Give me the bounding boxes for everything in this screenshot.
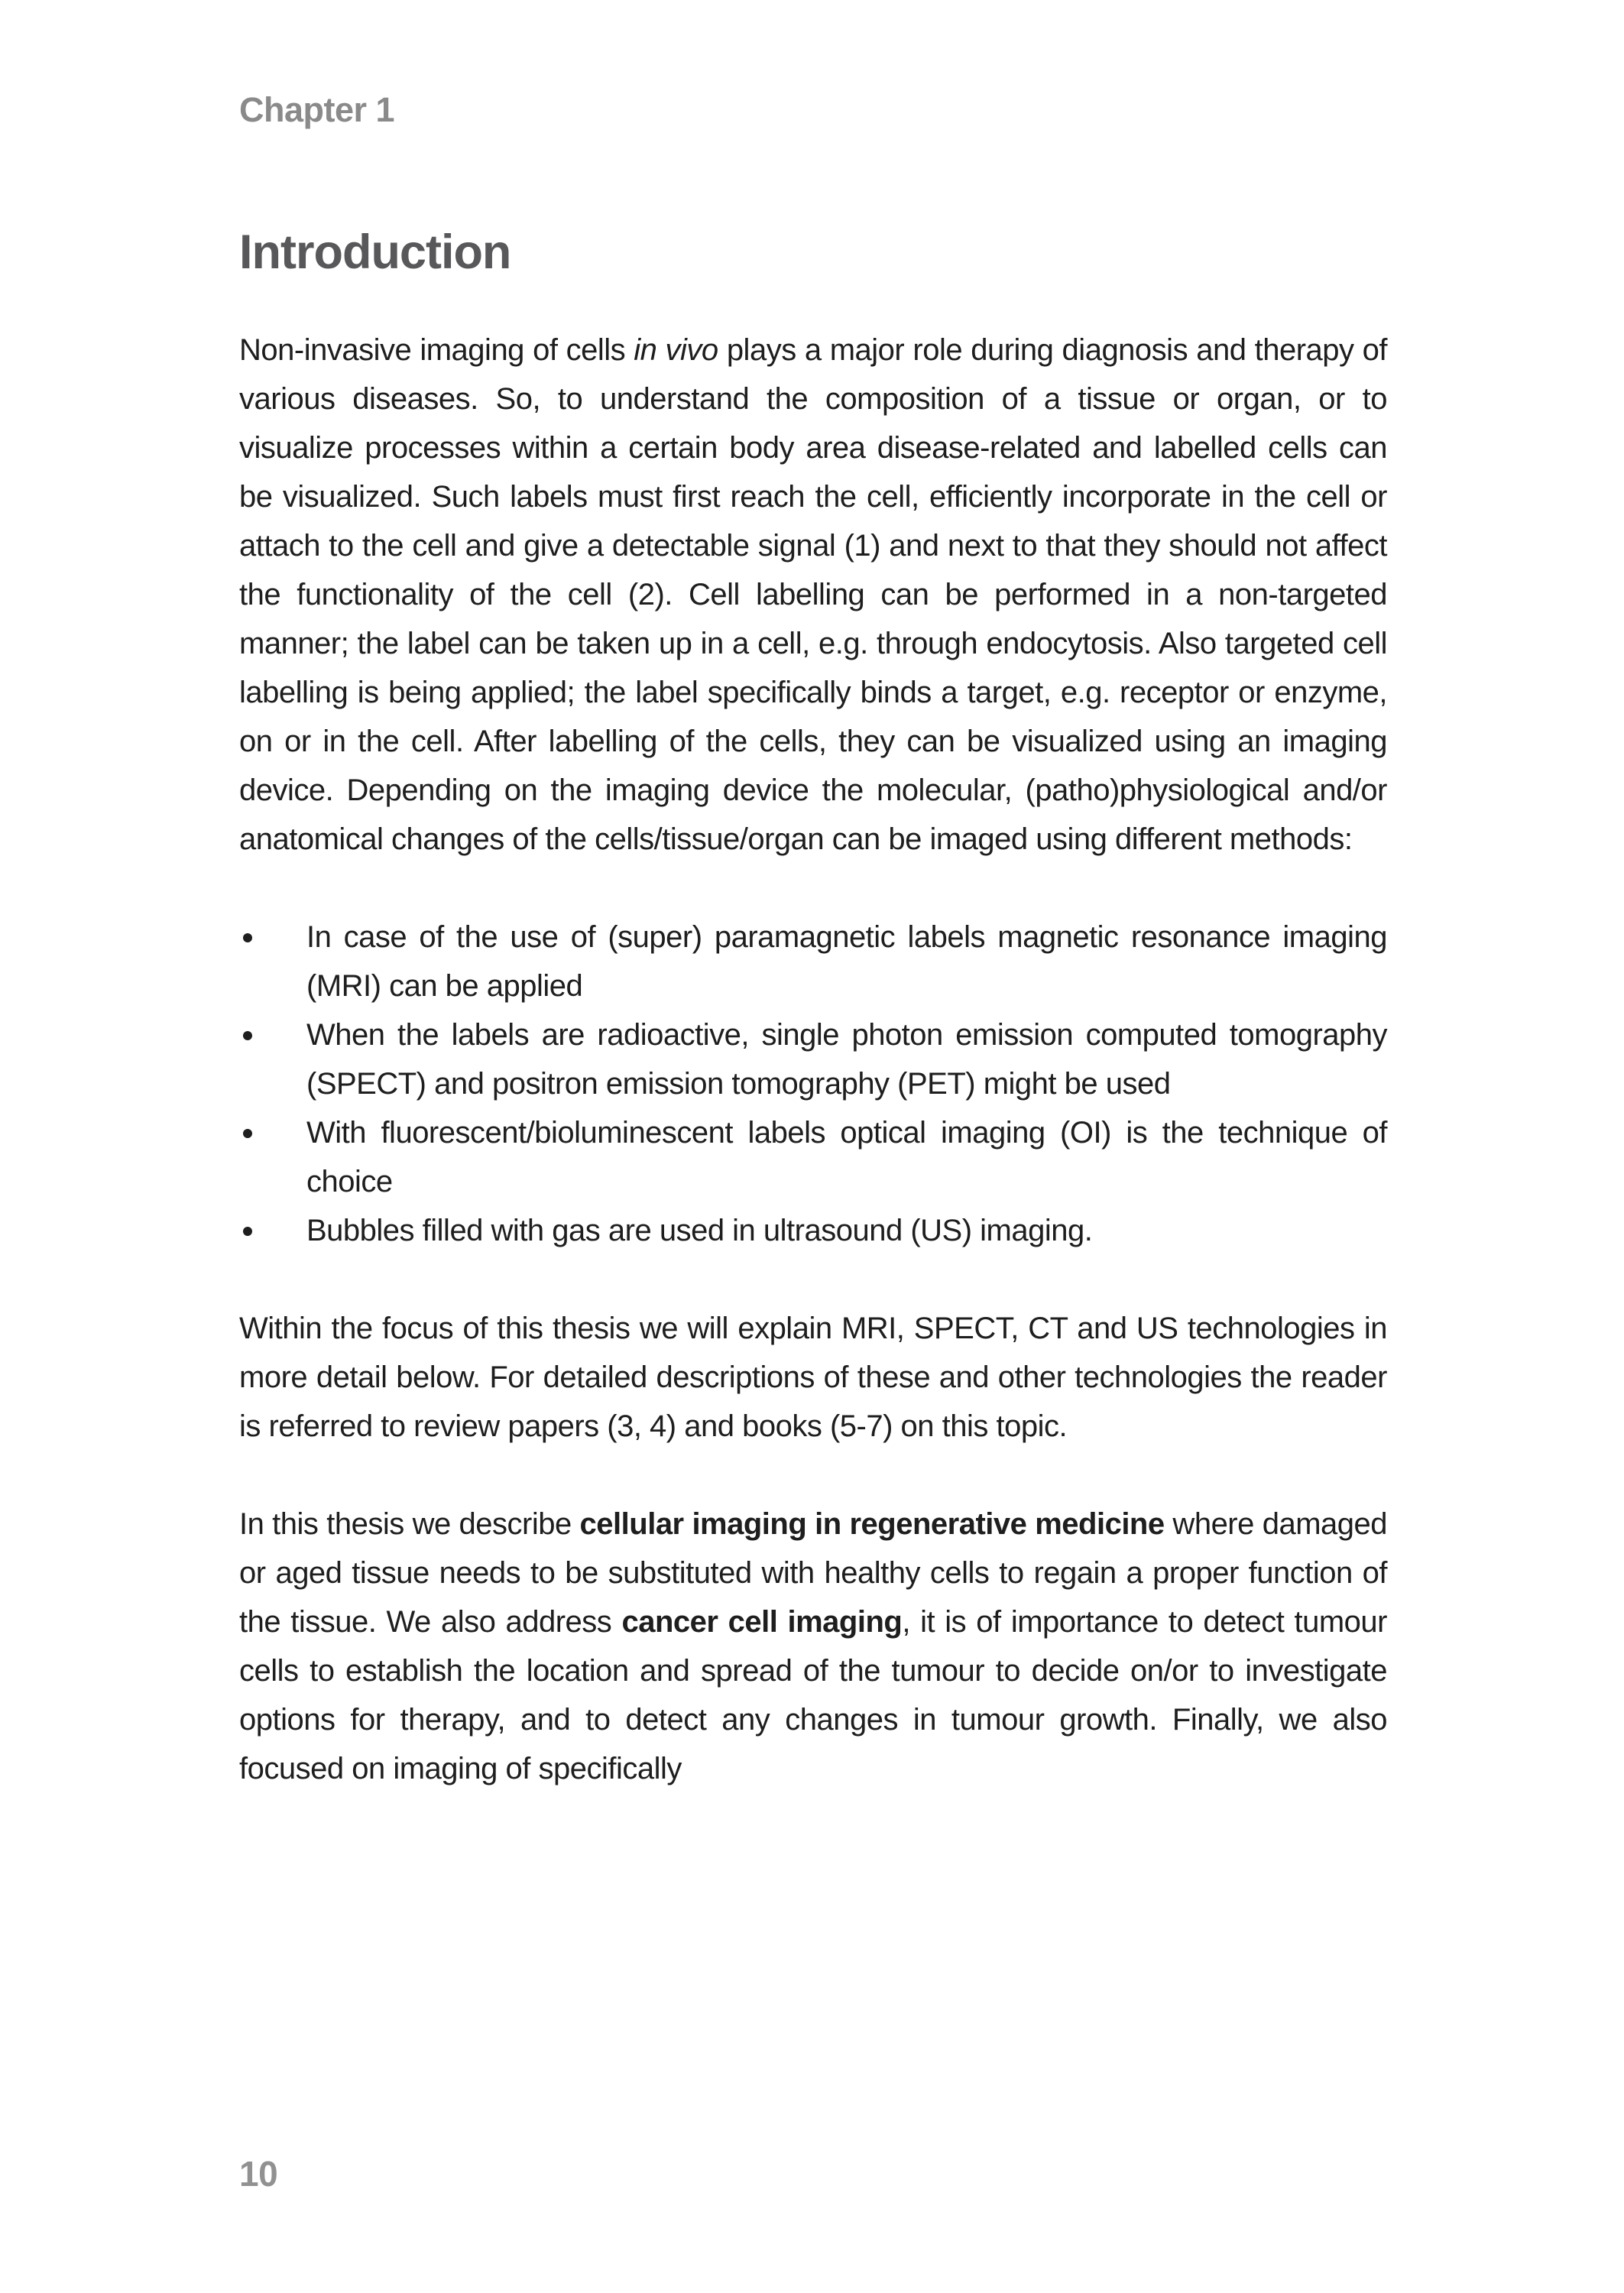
chapter-label: Chapter 1 xyxy=(239,90,395,129)
text-run-italic: in vivo xyxy=(634,333,718,367)
text-run: Non-invasive imaging of cells xyxy=(239,333,634,367)
list-item xyxy=(239,1108,1387,1206)
list-item-text: When the labels are radioactive, single photon emission computed tomography (SPECT) and positron emission tomography (PET) might be used xyxy=(306,1018,1387,1101)
page-title: Introduction xyxy=(239,225,511,279)
text-run: In this thesis we describe xyxy=(239,1507,580,1541)
list-item xyxy=(239,913,1387,1010)
bullet-icon xyxy=(243,1129,252,1138)
imaging-methods-list xyxy=(239,913,1387,1255)
list-item xyxy=(239,1206,1387,1255)
list-item xyxy=(239,1010,1387,1108)
text-run: where damaged or aged tissue needs to be substituted with healthy cells to regain a proper function of the tissue. We also address xyxy=(239,1507,1387,1639)
list-item-text: In case of the use of (super) paramagnetic labels magnetic resonance imaging (MRI) can be applied xyxy=(306,920,1387,1003)
text-run-bold: cellular imaging in regenerative medicine xyxy=(579,1507,1165,1541)
text-run: plays a major role during diagnosis and therapy of various diseases. So, to understand the composition of a tissue or organ, or to visualize processes within a certain body area disease-related and labelled cells can be visualized. Such labels must first reach the cell, efficiently incorporate in the cell or attach to the cell and give a detectable signal (1) and next to that they should not affect the functionality of the cell (2). Cell labelling can be performed in a non-targeted manner; the label can be taken up in a cell, e.g. through endocytosis. Also targeted cell labelling is being applied; the label specifically binds a target, e.g. receptor or enzyme, on or in the cell. After labelling of the cells, they can be visualized using an imaging device. Depending on the imaging device the molecular, (patho)physiological and/or anatomical changes of the cells/tissue/organ can be imaged using different methods: xyxy=(239,333,1388,856)
paragraph-intro xyxy=(239,326,1387,864)
bullet-icon xyxy=(243,933,252,942)
bullet-icon xyxy=(243,1031,252,1040)
list-item-text: Bubbles filled with gas are used in ultrasound (US) imaging. xyxy=(306,1214,1093,1247)
text-run: , it is of importance to detect tumour cells to establish the location and spread of the tumour to decide on/or to investigate options for therapy, and to detect any changes in tumour growth. Finally, we also focused on imaging of specifically xyxy=(239,1605,1387,1785)
paragraph-thesis xyxy=(239,1500,1387,1793)
list-item-text: With fluorescent/bioluminescent labels optical imaging (OI) is the technique of choice xyxy=(306,1116,1387,1198)
body-text xyxy=(239,326,1387,1793)
bullet-icon xyxy=(243,1227,252,1236)
paragraph-focus: Within the focus of this thesis we will explain MRI, SPECT, CT and US technologies in more detail below. For detailed descriptions of these and other technologies the reader is referred to review papers (3, 4) and books (5-7) on this topic. xyxy=(239,1312,1387,1443)
text-run-bold: cancer cell imaging xyxy=(621,1605,903,1639)
page-number: 10 xyxy=(239,2154,278,2194)
